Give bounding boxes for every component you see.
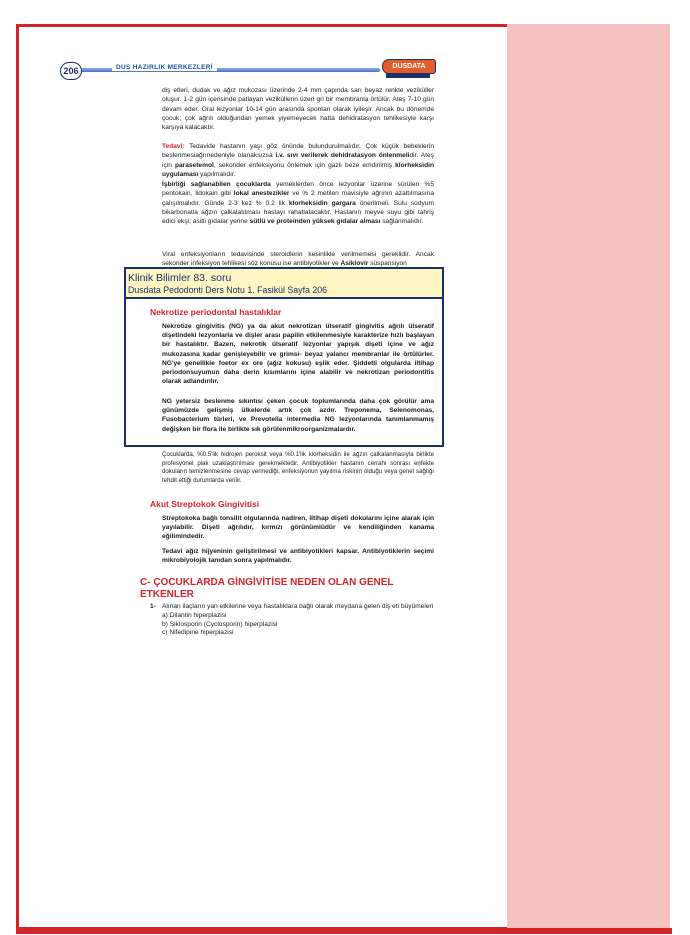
treatment-emphasis: klorheksidin uygulaması (162, 161, 434, 178)
cooperation-emphasis: İşbirliği sağlanabilen çocuklarda (162, 181, 271, 188)
streptococcal-heading: Akut Streptokok Gingivitisi (150, 499, 260, 509)
treatment-emphasis: i.v. sıvı verilerek dehidratasyon önlenmeli (275, 152, 410, 160)
cooperation-emphasis: klorheksidin gargara (288, 199, 356, 207)
list-sub-item: b) Siklosporin (Cyclosporin) hiperplazisi (162, 620, 278, 628)
section-c-heading-line: ETKENLER (140, 588, 194, 600)
question-reference: Klinik Bilimler 83. soru (128, 272, 232, 284)
cooperation-emphasis: lokal anestezikler (233, 190, 290, 198)
list-item (150, 603, 440, 612)
treatment-label: Tedavi: (162, 143, 185, 150)
treatment-text: dir. Ateş için (162, 152, 434, 169)
list-item-number: 1- (150, 603, 156, 610)
list-item-text: Alınan ilaçların yan etkilerine veya hastalıklara bağlı olarak meydana gelen diş eti büyümeleri (162, 603, 434, 610)
necrotizing-paragraph-2: NG yetersiz beslenme sıkıntısı çeken çocuk toplumlarında daha çok görülür ama günümüzde gelişmiş ülkelerde artık çok azdır. Treponema, Selenomonas, Fusobacterium türleri, ve Prevotella intermedia NG lezyonlarında tanımlanmamış değişken bir flora ile birlikte sık görülenmikroorganizmalardır. (162, 398, 434, 433)
dusdata-logo (382, 59, 434, 79)
cooperation-text: sağlanmalıdır. (380, 218, 424, 226)
antiviral-paragraph (162, 250, 434, 269)
necrotizing-paragraph-1: Nekrotize gingivitis (NG) ya da akut nekrotizan ülseratif gingivitis ağrılı ülseratif dişetindeki lezyonlarla ve dişler arası papilin etkilenmesiyle karakterize hızlı başlayan bir hastalıktır. Bazen, nekrotik ülseratif lezyonlar yapışık dişeti içine ve ağız mukozasına kadar genişleyebilir ve grimsi- beyaz yalancı membranlar ile örtülürler. NG'ye genellikle foetor ex ore (ağız kokusu) eşlik eder. Şiddetli olgularda iltihap periodonsuyumun daha derin kısımlarını içine alabilir ve nekrotizan periodontitis olarak adlandırılır. (162, 323, 434, 386)
treatment-text: Tedavide hastanın yaşı göz önünde bulundurulmalıdır. Çok küçük bebeklerin beslenmesiağrınedeniyle olanaksızsa (162, 143, 434, 160)
treatment-text: , sekonder enfeksiyonu önlemek için gazlı beze emdirilmiş (213, 161, 396, 169)
cooperation-text: önerilmeli. Sulu sodyum bikarbonatla ağzın çalkalatılması hastayı rahatlatacaktır. Hastanın meyve suyu gibi tahriş edici ekşi, asitli gıdalar yerine (162, 199, 434, 226)
antiviral-text: Viral enfeksiyonların tedavisinde steroidlerin kesinlikle verilmemesi gereklidir. Ancak sekonder infeksiyon tehlikesi söz konusu ise antibiyotikler ve (162, 251, 434, 268)
necrotizing-heading: Nekrotize periodontal hastalıklar (150, 307, 282, 317)
logo-text: DUSDATA (382, 59, 436, 74)
question-source: Dusdata Pedodonti Ders Notu 1. Fasikül Sayfa 206 (128, 285, 328, 295)
streptococcal-paragraph-1: Streptokoka bağlı tonsilit olgularında nadiren, iltihap dişeti dokularını içine alarak için yayılabilir. Dişeti ağrılıdır, kırmızı görünümlüdür ve kendiliğinden kanama eğilimindedir. (162, 515, 434, 541)
necrotizing-paragraph-3: Çocuklarda, %0.5'lik hidrojen peroksit veya %0.1'lik klorheksidin ile ağzın çalkalanmasıyla birlikte profesyonel plak uzaklaştırılması gerekmektedir. Antibiyotikler hastanın cerrahi sonrası enfekte dokuların temizlenmesine cevap vermediği, enfeksiyonun yayılma riskinin olduğu veya genel sağlığı tehdit ettiği durumlarda verilir. (162, 451, 434, 484)
causes-list (150, 603, 440, 638)
treatment-emphasis: parasetemol (174, 161, 214, 169)
section-c-heading (140, 577, 440, 600)
treatment-paragraph (162, 142, 434, 179)
cooperation-text: ve % 2 metilen mavisiyle ağrının azaltılmasına çalışılmalıdır. Günde 2-3 kez % 0.2 lik (162, 190, 434, 207)
list-sub-item: a) Dilantin hiperplazisi (162, 611, 227, 619)
section-c-heading-line: C- ÇOCUKLARDA GİNGİVİTİSE NEDEN OLAN GENEL (140, 577, 394, 588)
header-title: DUS HAZIRLIK MERKEZLERİ (112, 64, 217, 71)
intro-paragraph: diş etleri, dudak ve ağız mukozası üzerinde 2-4 mm çapında sarı beyaz renkte veziküller oluşur. 1-2 gün içerisinde patlayan veziküllerin üzeri gri bir membranla örtülür. Ateş 7-10 gün devam eder. Oral lezyonlar 10-14 gün arasında spontan olarak iyileşir. Ancak bu dönemde çocuk; çok ağrılı olduğundan yemek yiyemeyecek hatta dehidratasyon tehlikesiyle karşı karşıya kalacaktır. (162, 87, 434, 132)
streptococcal-paragraph-2: Tedavi ağız hijyeninin geliştirilmesi ve antibiyotikleri kapsar. Antibiyotiklerin seçimi mikrobiyolojik tanıdan sonra yapılmalıdır. (162, 548, 434, 565)
cooperation-text: yemeklerden önce lezyonlar üzerine sürülen %5 pentokain, lidokain gibi (162, 181, 434, 198)
cooperation-emphasis: sütlü ve proteinden yüksek gıdalar alması (249, 218, 381, 226)
antiviral-emphasis: Asiklovir (340, 260, 369, 268)
logo-underbar (386, 73, 430, 78)
page-number: 206 (60, 62, 82, 80)
side-margin-panel (507, 24, 670, 930)
antiviral-text: süspansiyon (368, 260, 407, 268)
bottom-border-band (16, 928, 672, 934)
treatment-text: yapılmalıdır. (198, 170, 236, 178)
cooperation-paragraph (162, 180, 434, 226)
list-sub-item: c) Nifedipine hiperplazisi (162, 629, 234, 637)
